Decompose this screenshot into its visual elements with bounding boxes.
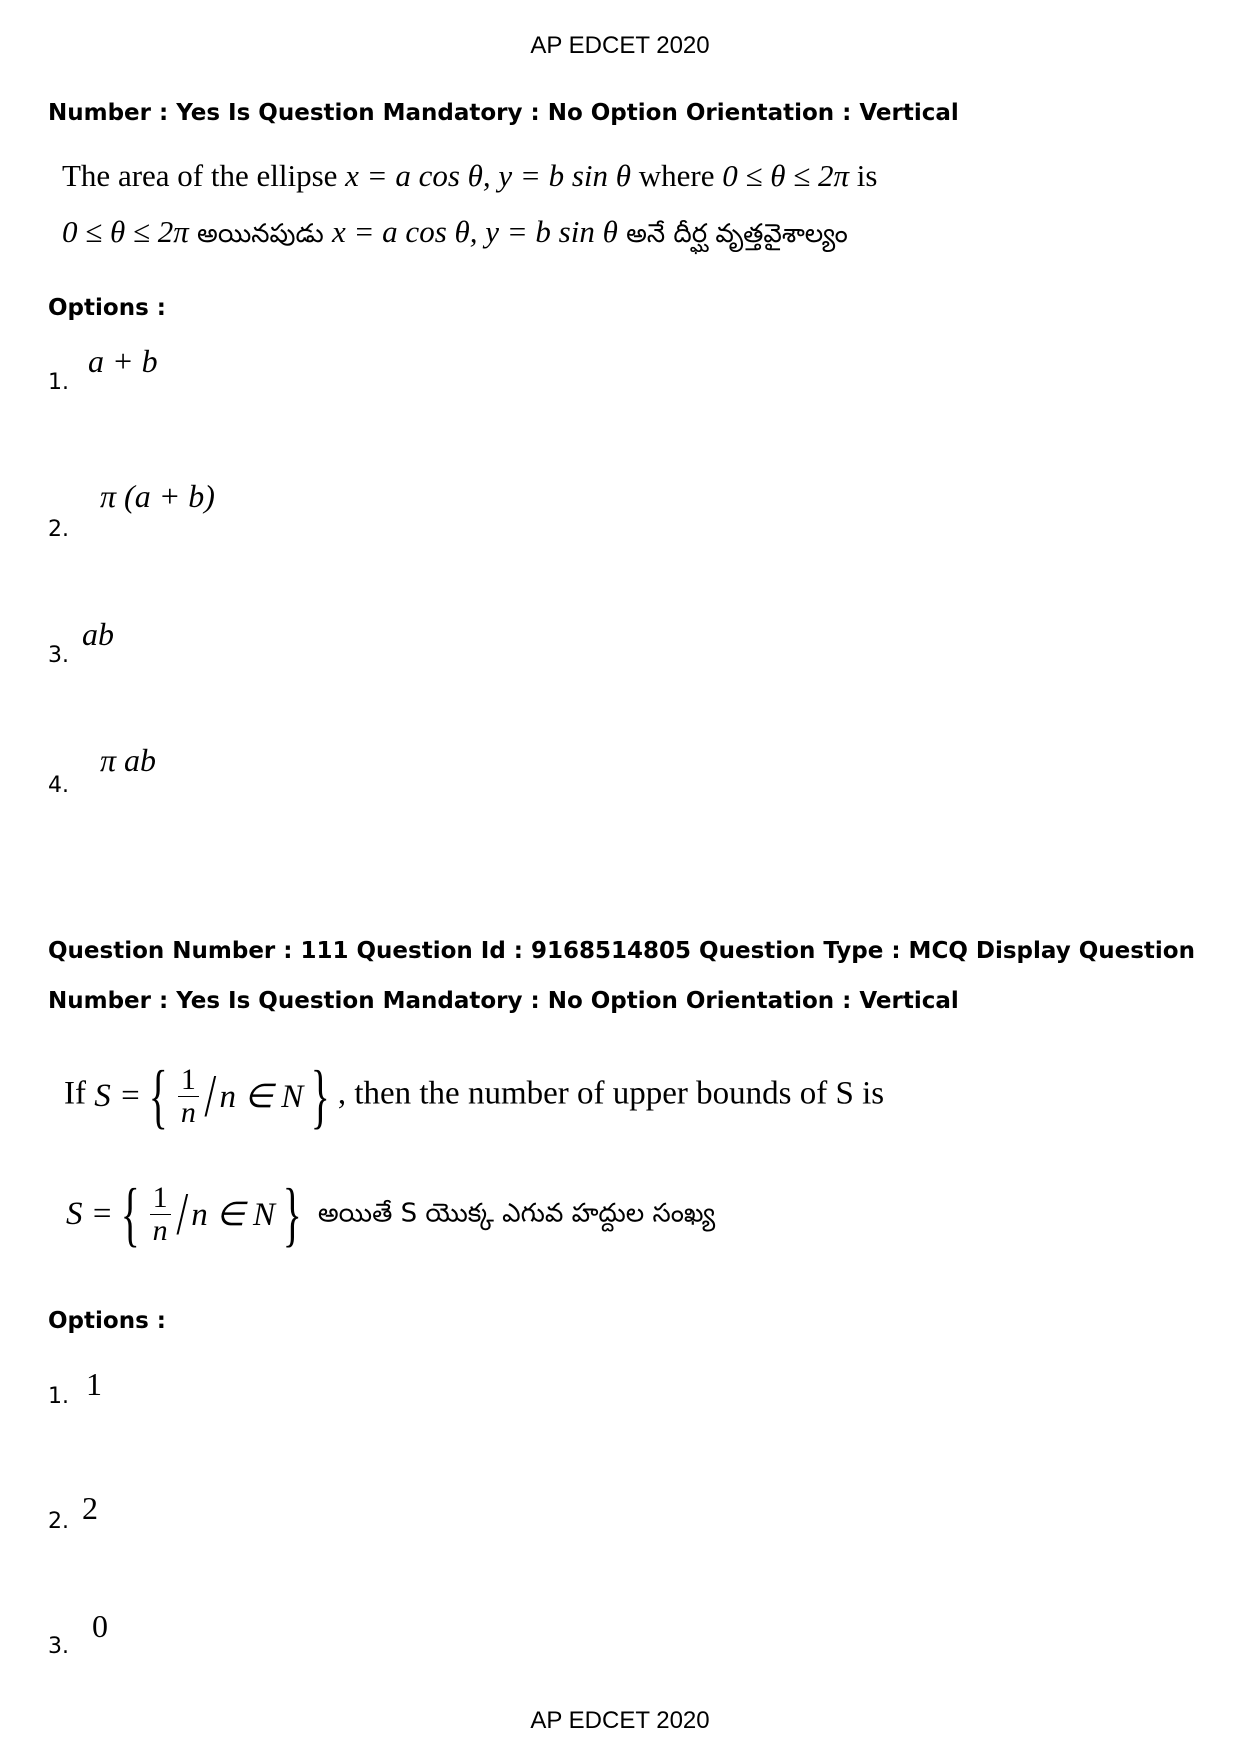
question-text-telugu <box>62 214 848 255</box>
option-value: π (a + b) <box>100 478 215 514</box>
options-label: Options : <box>48 295 166 321</box>
slash: / <box>176 1180 188 1247</box>
question-meta-line: Number : Yes Is Question Mandatory : No Option Orientation : Vertical <box>48 100 959 126</box>
option-value: a + b <box>88 343 158 379</box>
right-brace: } <box>311 1056 331 1136</box>
left-brace: { <box>120 1174 140 1254</box>
option-number: 4. <box>48 773 69 798</box>
telugu-text-tail: అయితే S యొక్క ఎగువ హద్దుల సంఖ్య <box>309 1198 716 1229</box>
question-text-tail: is <box>849 158 878 193</box>
option-value: 0 <box>92 1608 108 1644</box>
fraction-denominator: n <box>180 1095 196 1129</box>
question-text-where: where <box>630 158 723 193</box>
option-value: ab <box>82 616 114 652</box>
set-condition: n ∈ N <box>191 1197 276 1233</box>
telugu-text-mid: అయినపుడు <box>188 219 332 249</box>
page-header: AP EDCET 2020 <box>530 32 710 59</box>
option-number: 2. <box>48 1509 69 1534</box>
question-text-lead: The area of the ellipse <box>62 158 346 193</box>
question-text-if: If <box>64 1075 95 1112</box>
set-builder-expression <box>66 1174 310 1254</box>
option-value: π ab <box>100 742 157 778</box>
option-number: 3. <box>48 643 69 668</box>
set-lhs: S = <box>66 1195 114 1232</box>
question-text-tail: , then the number of upper bounds of S is <box>337 1075 885 1112</box>
options-label: Options : <box>48 1308 166 1334</box>
ellipse-parametric-equation-telugu: x = a cos θ, y = b sin θ <box>332 214 618 249</box>
ellipse-parametric-equation: x = a cos θ, y = b sin θ <box>345 158 631 193</box>
telugu-text-tail: అనే దీర్ఘ వృత్తవైశాల్యం <box>617 219 848 249</box>
option-number: 1. <box>48 1384 69 1409</box>
option-value: 1 <box>86 1366 102 1402</box>
question-meta-line: Number : Yes Is Question Mandatory : No Option Orientation : Vertical <box>48 988 959 1014</box>
fraction-numerator: 1 <box>150 1182 171 1215</box>
set-lhs: S = <box>94 1077 142 1114</box>
left-brace: { <box>149 1056 169 1136</box>
fraction <box>150 1182 171 1246</box>
fraction-denominator: n <box>152 1213 168 1247</box>
set-builder-expression <box>94 1056 338 1136</box>
right-brace: } <box>282 1174 302 1254</box>
option-number: 3. <box>48 1634 69 1659</box>
theta-range: 0 ≤ θ ≤ 2π <box>722 158 850 193</box>
fraction <box>178 1064 199 1128</box>
option-number: 1. <box>48 370 69 395</box>
question-text-english <box>62 158 877 194</box>
theta-range-telugu: 0 ≤ θ ≤ 2π <box>62 214 189 249</box>
option-value: 2 <box>82 1490 98 1526</box>
option-number: 2. <box>48 517 69 542</box>
slash: / <box>204 1062 216 1129</box>
question-text-telugu <box>66 1174 716 1254</box>
fraction-numerator: 1 <box>178 1064 199 1097</box>
page-footer: AP EDCET 2020 <box>530 1707 710 1734</box>
question-meta-line: Question Number : 111 Question Id : 9168514805 Question Type : MCQ Display Question <box>48 938 1195 964</box>
set-condition: n ∈ N <box>219 1079 304 1115</box>
question-text-english <box>64 1056 885 1136</box>
